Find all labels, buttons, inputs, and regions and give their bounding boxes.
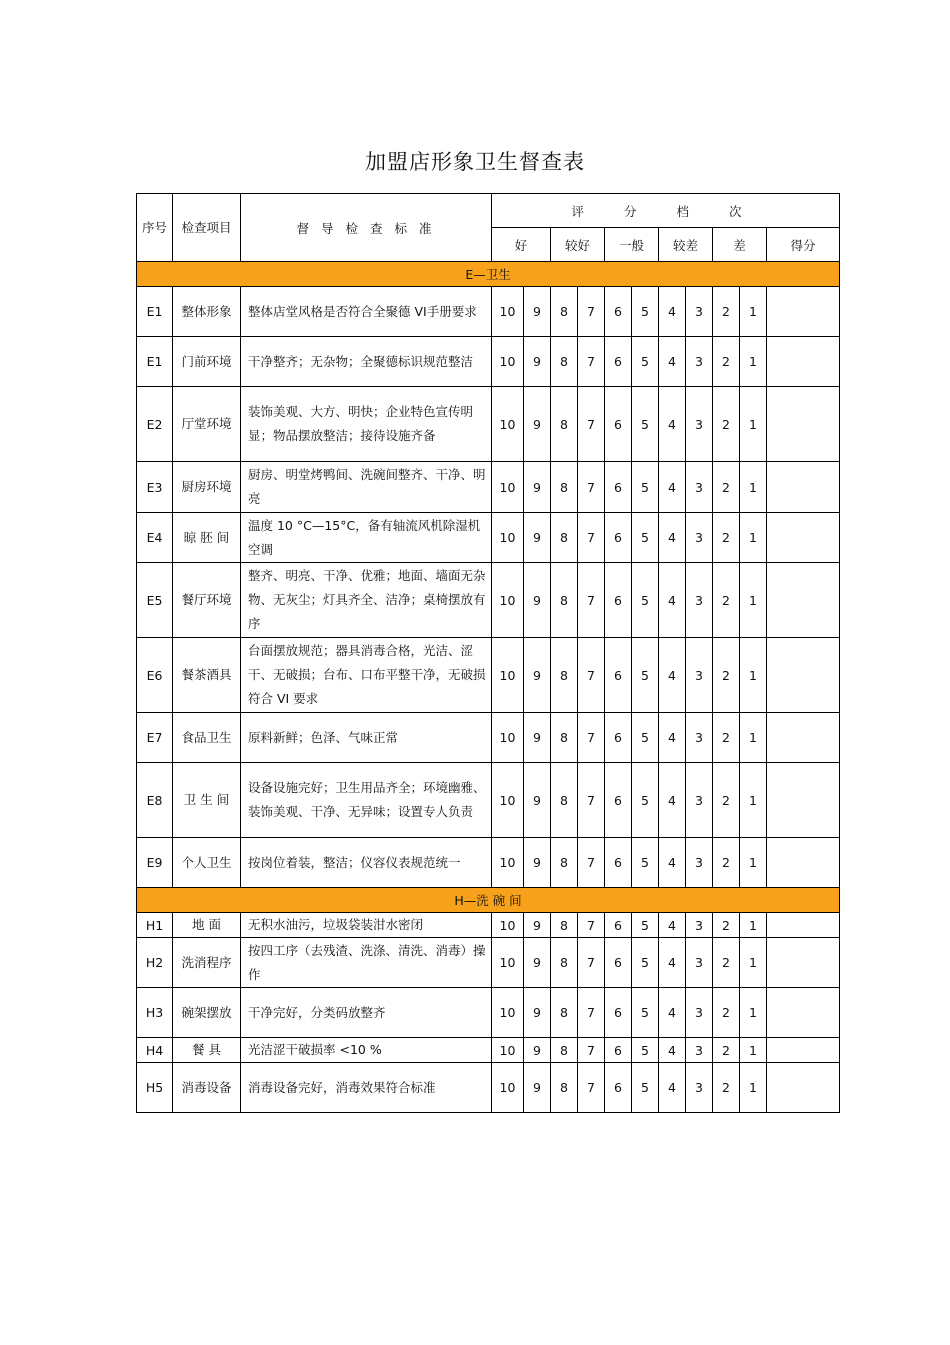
- table-row: [137, 638, 840, 713]
- row-standard: 原料新鲜；色泽、气味正常: [241, 713, 492, 763]
- score-cell: 1: [740, 387, 767, 462]
- row-item: 整体形象: [173, 287, 241, 337]
- score-cell: 1: [740, 287, 767, 337]
- row-standard: 设备设施完好；卫生用品齐全；环境幽雅、装饰美观、干净、无异味；设置专人负责: [241, 763, 492, 838]
- score-cell: 2: [713, 838, 740, 888]
- score-cell: 6: [605, 938, 632, 988]
- score-cell: 9: [524, 938, 551, 988]
- score-cell: 10: [492, 1063, 524, 1113]
- score-input: [767, 387, 840, 462]
- score-cell: 2: [713, 462, 740, 513]
- row-standard: 消毒设备完好，消毒效果符合标准: [241, 1063, 492, 1113]
- score-cell: 5: [632, 938, 659, 988]
- score-cell: 2: [713, 938, 740, 988]
- score-cell: 4: [659, 1063, 686, 1113]
- row-no: E1: [137, 287, 173, 337]
- score-cell: 8: [551, 287, 578, 337]
- score-cell: 4: [659, 763, 686, 838]
- row-no: H1: [137, 913, 173, 938]
- score-cell: 9: [524, 988, 551, 1038]
- score-cell: 2: [713, 513, 740, 563]
- score-cell: 10: [492, 1038, 524, 1063]
- row-no: H3: [137, 988, 173, 1038]
- score-input: [767, 913, 840, 938]
- score-input: [767, 838, 840, 888]
- row-item: 洗消程序: [173, 938, 241, 988]
- row-item: 厅堂环境: [173, 387, 241, 462]
- score-cell: 10: [492, 988, 524, 1038]
- score-cell: 3: [686, 838, 713, 888]
- score-cell: 6: [605, 462, 632, 513]
- score-cell: 1: [740, 763, 767, 838]
- score-cell: 4: [659, 838, 686, 888]
- score-cell: 3: [686, 513, 713, 563]
- score-cell: 6: [605, 1063, 632, 1113]
- score-cell: 7: [578, 1063, 605, 1113]
- section-title: E—卫生: [137, 262, 840, 287]
- score-cell: 5: [632, 988, 659, 1038]
- score-cell: 7: [578, 1038, 605, 1063]
- score-cell: 10: [492, 713, 524, 763]
- inspection-table: [136, 193, 840, 1113]
- header-score: 得分: [767, 228, 840, 262]
- score-cell: 6: [605, 287, 632, 337]
- score-cell: 5: [632, 387, 659, 462]
- table-row: [137, 1063, 840, 1113]
- score-cell: 4: [659, 1038, 686, 1063]
- score-cell: 9: [524, 1038, 551, 1063]
- score-cell: 4: [659, 563, 686, 638]
- score-cell: 6: [605, 563, 632, 638]
- score-cell: 1: [740, 838, 767, 888]
- score-cell: 10: [492, 387, 524, 462]
- score-cell: 9: [524, 763, 551, 838]
- score-cell: 4: [659, 462, 686, 513]
- score-cell: 8: [551, 638, 578, 713]
- score-input: [767, 462, 840, 513]
- row-standard: 厨房、明堂烤鸭间、洗碗间整齐、干净、明亮: [241, 462, 492, 513]
- score-cell: 9: [524, 913, 551, 938]
- row-item: 地 面: [173, 913, 241, 938]
- score-cell: 6: [605, 838, 632, 888]
- score-cell: 3: [686, 938, 713, 988]
- row-item: 门前环境: [173, 337, 241, 387]
- score-cell: 3: [686, 563, 713, 638]
- row-standard: 整齐、明亮、干净、优雅；地面、墙面无杂物、无灰尘；灯具齐全、洁净；桌椅摆放有序: [241, 563, 492, 638]
- score-cell: 2: [713, 638, 740, 713]
- score-cell: 3: [686, 913, 713, 938]
- score-cell: 8: [551, 988, 578, 1038]
- score-cell: 5: [632, 563, 659, 638]
- table-row: [137, 938, 840, 988]
- table-row: [137, 387, 840, 462]
- score-cell: 9: [524, 638, 551, 713]
- score-cell: 8: [551, 763, 578, 838]
- score-cell: 10: [492, 938, 524, 988]
- score-cell: 3: [686, 638, 713, 713]
- row-no: E7: [137, 713, 173, 763]
- score-cell: 2: [713, 1038, 740, 1063]
- score-cell: 5: [632, 913, 659, 938]
- score-cell: 6: [605, 387, 632, 462]
- score-input: [767, 638, 840, 713]
- score-cell: 7: [578, 563, 605, 638]
- table-row: [137, 462, 840, 513]
- score-cell: 4: [659, 938, 686, 988]
- score-cell: 1: [740, 563, 767, 638]
- score-cell: 6: [605, 337, 632, 387]
- score-cell: 1: [740, 938, 767, 988]
- score-cell: 3: [686, 337, 713, 387]
- score-input: [767, 563, 840, 638]
- grade-fairly-good: 较好: [551, 228, 605, 262]
- section-title: H—洗 碗 间: [137, 888, 840, 913]
- score-cell: 5: [632, 337, 659, 387]
- score-cell: 1: [740, 1063, 767, 1113]
- score-cell: 5: [632, 763, 659, 838]
- score-cell: 5: [632, 638, 659, 713]
- score-cell: 9: [524, 563, 551, 638]
- row-item: 餐茶酒具: [173, 638, 241, 713]
- score-cell: 5: [632, 838, 659, 888]
- grade-poor: 差: [713, 228, 767, 262]
- score-cell: 4: [659, 387, 686, 462]
- score-cell: 3: [686, 462, 713, 513]
- score-cell: 7: [578, 387, 605, 462]
- section-row: [137, 262, 840, 287]
- row-item: 卫 生 间: [173, 763, 241, 838]
- score-cell: 4: [659, 713, 686, 763]
- score-cell: 1: [740, 638, 767, 713]
- score-input: [767, 1038, 840, 1063]
- score-cell: 8: [551, 838, 578, 888]
- score-cell: 6: [605, 763, 632, 838]
- score-cell: 7: [578, 713, 605, 763]
- score-cell: 8: [551, 913, 578, 938]
- score-cell: 6: [605, 913, 632, 938]
- score-cell: 7: [578, 513, 605, 563]
- score-cell: 3: [686, 763, 713, 838]
- row-no: E9: [137, 838, 173, 888]
- score-cell: 4: [659, 638, 686, 713]
- row-no: H4: [137, 1038, 173, 1063]
- row-standard: 按四工序（去残渣、洗涤、清洗、消毒）操作: [241, 938, 492, 988]
- score-cell: 7: [578, 988, 605, 1038]
- score-cell: 3: [686, 1038, 713, 1063]
- table-body: [137, 194, 840, 1113]
- row-no: H5: [137, 1063, 173, 1113]
- row-no: E3: [137, 462, 173, 513]
- row-standard: 干净整齐；无杂物；全聚德标识规范整洁: [241, 337, 492, 387]
- score-cell: 9: [524, 462, 551, 513]
- score-input: [767, 287, 840, 337]
- row-standard: 无积水油污，垃圾袋装泔水密闭: [241, 913, 492, 938]
- score-cell: 10: [492, 638, 524, 713]
- score-cell: 7: [578, 838, 605, 888]
- score-cell: 4: [659, 913, 686, 938]
- score-cell: 10: [492, 563, 524, 638]
- score-cell: 1: [740, 1038, 767, 1063]
- score-input: [767, 513, 840, 563]
- score-cell: 6: [605, 638, 632, 713]
- score-cell: 8: [551, 563, 578, 638]
- score-cell: 7: [578, 938, 605, 988]
- score-cell: 2: [713, 563, 740, 638]
- score-cell: 9: [524, 337, 551, 387]
- table-row: [137, 838, 840, 888]
- score-input: [767, 337, 840, 387]
- score-cell: 7: [578, 763, 605, 838]
- score-cell: 1: [740, 988, 767, 1038]
- score-cell: 10: [492, 513, 524, 563]
- row-no: E1: [137, 337, 173, 387]
- score-cell: 5: [632, 513, 659, 563]
- table-row: [137, 287, 840, 337]
- score-cell: 5: [632, 462, 659, 513]
- header-row: [137, 194, 840, 228]
- row-item: 晾 胚 间: [173, 513, 241, 563]
- score-cell: 6: [605, 713, 632, 763]
- score-cell: 10: [492, 287, 524, 337]
- score-cell: 2: [713, 713, 740, 763]
- score-cell: 9: [524, 1063, 551, 1113]
- section-row: [137, 888, 840, 913]
- score-cell: 4: [659, 513, 686, 563]
- score-cell: 2: [713, 337, 740, 387]
- score-cell: 1: [740, 513, 767, 563]
- score-cell: 2: [713, 763, 740, 838]
- score-cell: 6: [605, 513, 632, 563]
- score-cell: 1: [740, 462, 767, 513]
- row-standard: 按岗位着装，整洁；仪容仪表规范统一: [241, 838, 492, 888]
- row-no: E5: [137, 563, 173, 638]
- table-row: [137, 513, 840, 563]
- score-cell: 5: [632, 1063, 659, 1113]
- score-cell: 9: [524, 387, 551, 462]
- score-cell: 8: [551, 337, 578, 387]
- score-input: [767, 1063, 840, 1113]
- table-row: [137, 763, 840, 838]
- table-row: [137, 913, 840, 938]
- row-no: H2: [137, 938, 173, 988]
- score-cell: 7: [578, 462, 605, 513]
- table-row: [137, 1038, 840, 1063]
- score-cell: 2: [713, 913, 740, 938]
- score-cell: 10: [492, 462, 524, 513]
- score-cell: 9: [524, 513, 551, 563]
- row-item: 餐 具: [173, 1038, 241, 1063]
- grade-good: 好: [492, 228, 551, 262]
- score-cell: 6: [605, 1038, 632, 1063]
- score-cell: 7: [578, 913, 605, 938]
- score-cell: 8: [551, 938, 578, 988]
- score-cell: 3: [686, 287, 713, 337]
- score-cell: 9: [524, 713, 551, 763]
- score-cell: 7: [578, 337, 605, 387]
- row-no: E4: [137, 513, 173, 563]
- score-cell: 8: [551, 713, 578, 763]
- score-cell: 10: [492, 838, 524, 888]
- grade-fairly-poor: 较差: [659, 228, 713, 262]
- score-cell: 9: [524, 287, 551, 337]
- header-item: 检查项目: [173, 194, 241, 262]
- header-standard: 督 导 检 查 标 准: [241, 194, 492, 262]
- score-cell: 3: [686, 713, 713, 763]
- row-item: 食品卫生: [173, 713, 241, 763]
- score-cell: 4: [659, 337, 686, 387]
- score-input: [767, 988, 840, 1038]
- row-standard: 装饰美观、大方、明快；企业特色宣传明显；物品摆放整洁；接待设施齐备: [241, 387, 492, 462]
- row-no: E6: [137, 638, 173, 713]
- score-cell: 8: [551, 462, 578, 513]
- row-item: 碗架摆放: [173, 988, 241, 1038]
- score-cell: 10: [492, 337, 524, 387]
- row-no: E8: [137, 763, 173, 838]
- page-title: 加盟店形象卫生督查表: [365, 150, 585, 174]
- score-cell: 2: [713, 988, 740, 1038]
- grade-average: 一般: [605, 228, 659, 262]
- row-no: E2: [137, 387, 173, 462]
- row-standard: 光洁涩干破损率 <10 %: [241, 1038, 492, 1063]
- score-input: [767, 713, 840, 763]
- row-standard: 温度 10 °C—15°C，备有轴流风机除湿机 空调: [241, 513, 492, 563]
- row-standard: 台面摆放规范；器具消毒合格，光洁、涩干、无破损；台布、口布平整干净，无破损符合 VI 要求: [241, 638, 492, 713]
- score-cell: 3: [686, 387, 713, 462]
- table-row: [137, 988, 840, 1038]
- score-cell: 4: [659, 287, 686, 337]
- score-cell: 2: [713, 387, 740, 462]
- score-cell: 7: [578, 287, 605, 337]
- row-item: 消毒设备: [173, 1063, 241, 1113]
- score-cell: 8: [551, 1038, 578, 1063]
- score-cell: 5: [632, 713, 659, 763]
- row-item: 厨房环境: [173, 462, 241, 513]
- score-cell: 2: [713, 287, 740, 337]
- score-cell: 4: [659, 988, 686, 1038]
- score-cell: 10: [492, 763, 524, 838]
- score-cell: 8: [551, 387, 578, 462]
- score-cell: 1: [740, 713, 767, 763]
- score-cell: 9: [524, 838, 551, 888]
- score-cell: 2: [713, 1063, 740, 1113]
- score-cell: 1: [740, 337, 767, 387]
- table-row: [137, 563, 840, 638]
- score-cell: 8: [551, 1063, 578, 1113]
- row-item: 个人卫生: [173, 838, 241, 888]
- score-cell: 5: [632, 1038, 659, 1063]
- score-input: [767, 763, 840, 838]
- score-cell: 3: [686, 988, 713, 1038]
- row-standard: 干净完好，分类码放整齐: [241, 988, 492, 1038]
- score-input: [767, 938, 840, 988]
- score-cell: 7: [578, 638, 605, 713]
- score-cell: 8: [551, 513, 578, 563]
- score-cell: 3: [686, 1063, 713, 1113]
- table-row: [137, 713, 840, 763]
- header-grade: 评 分 档 次: [492, 194, 840, 228]
- table-row: [137, 337, 840, 387]
- score-cell: 1: [740, 913, 767, 938]
- score-cell: 5: [632, 287, 659, 337]
- score-cell: 6: [605, 988, 632, 1038]
- score-cell: 10: [492, 913, 524, 938]
- row-item: 餐厅环境: [173, 563, 241, 638]
- header-no: 序号: [137, 194, 173, 262]
- row-standard: 整体店堂风格是否符合全聚德 VI手册要求: [241, 287, 492, 337]
